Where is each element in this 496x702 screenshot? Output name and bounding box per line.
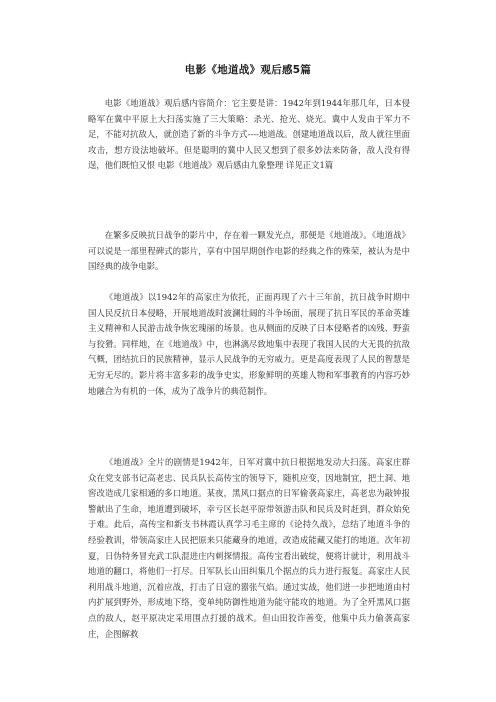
paragraph-summary: 电影《地道战》观后感内容简介：它主要是讲：1942年到1944年那几年，日本侵略军在冀中平原上大扫荡实施了三大策略：杀光、抢光、烧光。冀中人发由于军力不足，不能对抗敌人，就创造了新的斗争方式----地道战。创建地道战以后，敌人就往里面攻击，想方设法地破坏。但是聪明的冀中人民又想到了很多妙法来防备，敌人没有得逞，他们既怕又恨 电影《地道战》观后感由九象整理 详见正文1篇 xyxy=(88,98,410,171)
paragraph-plot: 《地道战》全片的剧情是1942年，日军对冀中抗日根据地发动大扫荡。高家庄群众在党支部书记高老忠、民兵队长高传宝的领导下，随机应变，因地制宜，把土洞、地窖改造成几家相通的多口地道。某夜，黑风口据点的日军偷袭高家庄，高老忠为敲钟报警献出了生命，地道遭到破坏，幸亏区长赵平原带领游击队和民兵及时赶到，群众始免于难。此后，高传宝和新支书林霞认真学习毛主席的《论持久战》，总结了地道斗争的经验教训，带领高家庄人民把原来只能藏身的地道，改造成能藏又能打的地道。次年初夏，日伪特务冒充武工队混进庄内刺探情报。高传宝看出破绽，便将计就计，利用战斗地道的翻口，将他们一打尽。日军队长山田纠集几个据点的兵力进行报复。高家庄人民利用战斗地道，沉着应战，打击了日寇的嚣张气焰。通过实战，他们进一步把地道由村内扩展到野外，形成地下络，变单纯防御性地道为能守能攻的地道。为了全歼黑风口据点的敌人，赵平原决定采用围点打援的战术。但山田狡诈善变，他集中兵力偷袭高家庄，企图解救 xyxy=(88,457,410,639)
paragraph-intro: 在繁多反映抗日战争的影片中，存在着一颗发光点，那便是《地道战》。《地道战》可以说是一部里程碑式的影片，享有中国早期创作电影的经典之作的殊荣，被认为是中国经典的战争电影。 xyxy=(88,230,410,272)
document-title: 电影《地道战》观后感5篇 xyxy=(184,64,312,76)
paragraph-review: 《地道战》以1942年的高家庄为依托，正面再现了六十三年前，抗日战争时期中国人民反抗日本侵略，开展地道战时波澜壮阔的斗争场面，展现了抗日军民的革命英雄主义精神和人民游击战争恢宏瑰丽的场景。也从侧面的反映了日本侵略者的凶残、野蛮与狡猾。同样地，在《地道战》中，也淋漓尽致地集中表现了我国人民的大无畏的抗敌气概，团结抗日的民族精神，显示人民战争的无穷威力。更是高度表现了人民的智慧是无穷无尽的。影片将丰富多彩的战争史实，形象鲜明的英雄人物和军事教育的内容巧妙地融合为有机的一体，成为了战争片的典范制作。 xyxy=(88,292,410,396)
